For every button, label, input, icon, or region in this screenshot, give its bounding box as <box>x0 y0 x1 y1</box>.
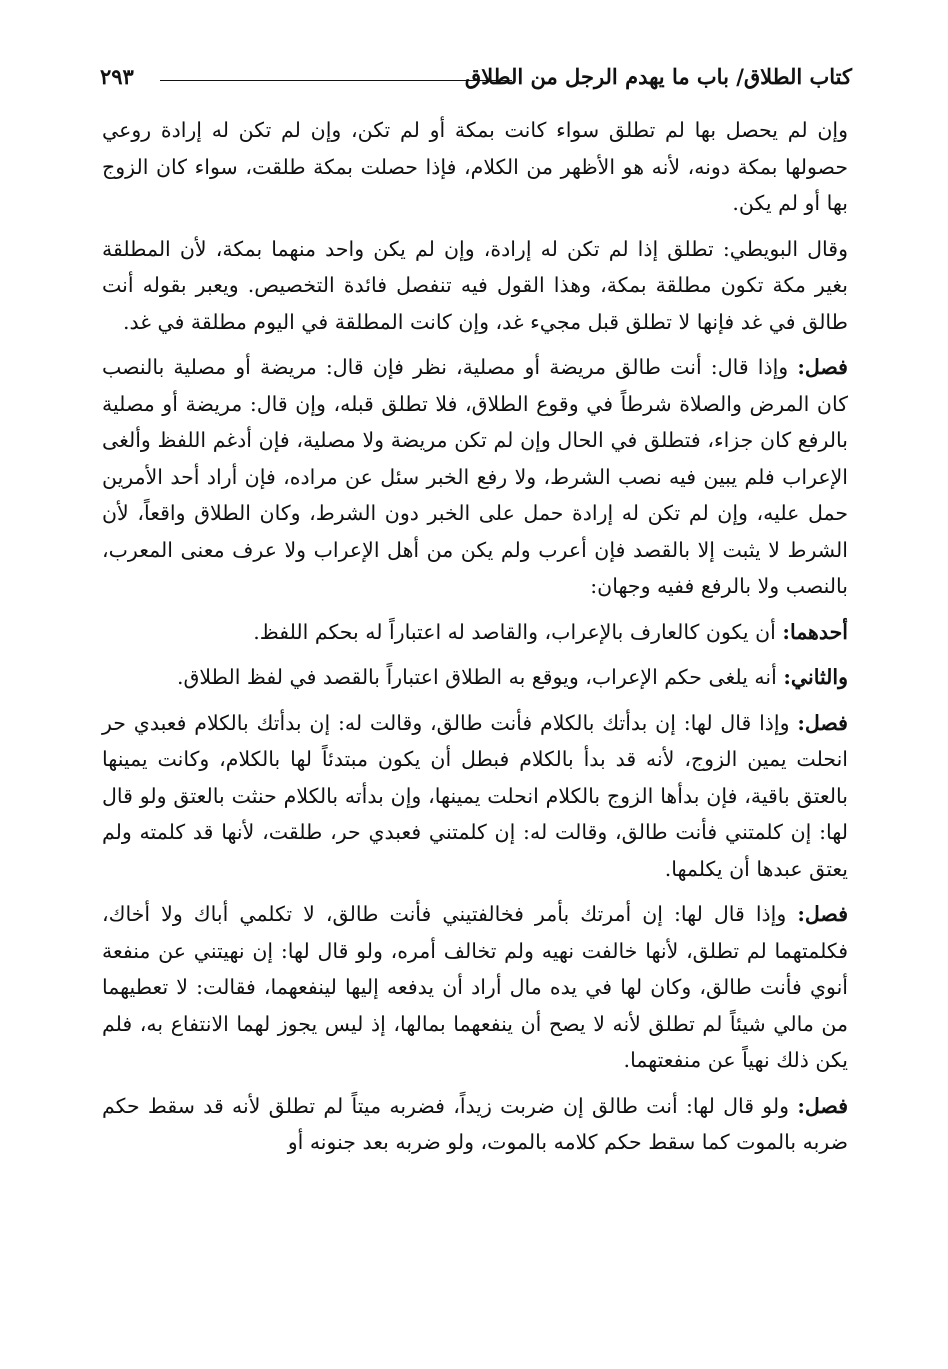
paragraph-text: وإذا قال لها: إن بدأتك بالكلام فأنت طالق، وقالت له: إن بدأتك بالكلام فعبدي حر انحلت يمين الزوج، لأنه قد بدأ بالكلام فبطل أن يكون مبتدئاً لها بالكلام، وكانت يمينها بالعتق باقية، فإن بدأها الزوج بالكلام انحلت يمينها، وإن بدأته بالكلام حنثت بالعتق ولو قال لها: إن كلمتني فأنت طالق، وقالت له: إن كلمتني فعبدي حر، طلقت، لأنها قد كلمته ولم يعتق عبدها أن يكلمها. <box>102 710 848 881</box>
header-rule <box>160 80 512 81</box>
running-title: كتاب الطلاق/ باب ما يهدم الرجل من الطلاق <box>464 64 852 89</box>
subpoint-paragraph <box>102 614 848 651</box>
section-paragraph <box>102 896 848 1079</box>
paragraph-text: أن يكون كالعارف بالإعراب، والقاصد له اعتباراً له بحكم اللفظ. <box>253 619 776 644</box>
paragraph <box>102 112 848 222</box>
subpoint-lead: أحدهما: <box>782 619 848 644</box>
paragraph-text: أنه يلغى حكم الإعراب، ويوقع به الطلاق اعتباراً بالقصد في لفظ الطلاق. <box>176 665 777 689</box>
paragraph-text: وإذا قال لها: إن أمرتك بأمر فخالفتيني فأنت طالق، لا تكلمي أباك ولا أخاك، فكلمتهما لم تطلق، لأنها خالفت نهيه ولم تخالف أمره، ولو قال لها: إن نهيتني عن منفعة أنوي فأنت طالق، وكان لها في يده مال أراد أن يدفعه إليها لينفعهما، فقالت: لا تعطيهما من مالي شيئاً لم تطلق لأنه لا يصح أن ينفعهما بمالها، إذ ليس يجوز لهما الانتفاع به، فلم يكن ذلك نهياً عن منفعتهما. <box>102 902 848 1072</box>
section-lead: فصل: <box>797 710 848 735</box>
subpoint-paragraph <box>102 659 848 696</box>
section-paragraph <box>102 349 848 605</box>
subpoint-lead: والثاني: <box>783 665 848 689</box>
section-paragraph <box>102 1088 848 1161</box>
paragraph-text: وقال البويطي: تطلق إذا لم تكن له إرادة، وإن لم يكن واحد منهما بمكة، لأن المطلقة بغير مكة تكون مطلقة بمكة، وهذا القول فيه تنفصل فائدة التخصيص. ويعبر بقوله أنت طالق في غد فإنها لا تطلق قبل مجيء غد، وإن كانت المطلقة في اليوم مطلقة في غد. <box>102 236 848 334</box>
section-paragraph <box>102 705 848 888</box>
paragraph <box>102 231 848 341</box>
paragraph-text: وإذا قال: أنت طالق مريضة أو مصلية، نظر فإن قال: مريضة أو مصلية بالنصب كان المرض والصلاة شرطاً في وقوع الطلاق، فلا تطلق قبله، وإن قال: مريضة أو مصلية بالرفع كان جزاء، فتطلق في الحال وإن لم تكن مريضة ولا مصلية، فإن أدغم اللفظ وألغى الإعراب فلم يبين فيه نصب الشرط، ولا رفع الخبر سئل عن مراده، فإن أراد أحد الأمرين حمل عليه، وإن لم تكن له إرادة حمل على الخبر دون الشرط، وكان الطلاق واقعاً، لأن الشرط لا يثبت إلا بالقصد فإن أعرب ولم يكن من أهل الإعراب ولا عرف معنى المعرب، بالنصب ولا بالرفع ففيه وجهان: <box>102 355 848 598</box>
page-number: ٢٩٣ <box>100 64 134 89</box>
paragraph-text: ولو قال لها: أنت طالق إن ضربت زيداً، فضربه ميتاً لم تطلق لأنه قد سقط حكم ضربه بالموت كما سقط حكم كلامه بالموت، ولو ضربه بعد جنونه أو <box>102 1093 848 1154</box>
page-body <box>102 112 848 1170</box>
section-lead: فصل: <box>797 1093 848 1118</box>
section-lead: فصل: <box>797 902 848 926</box>
section-lead: فصل: <box>797 355 848 379</box>
page-header <box>100 58 852 98</box>
paragraph-text: وإن لم يحصل بها لم تطلق سواء كانت بمكة أو لم تكن، وإن لم تكن له إرادة روعي حصولها بمكة دونه، لأنه هو الأظهر من الكلام، فإذا حصلت بمكة طلقت، سواء كان الزوج بها أو لم يكن. <box>102 118 848 215</box>
